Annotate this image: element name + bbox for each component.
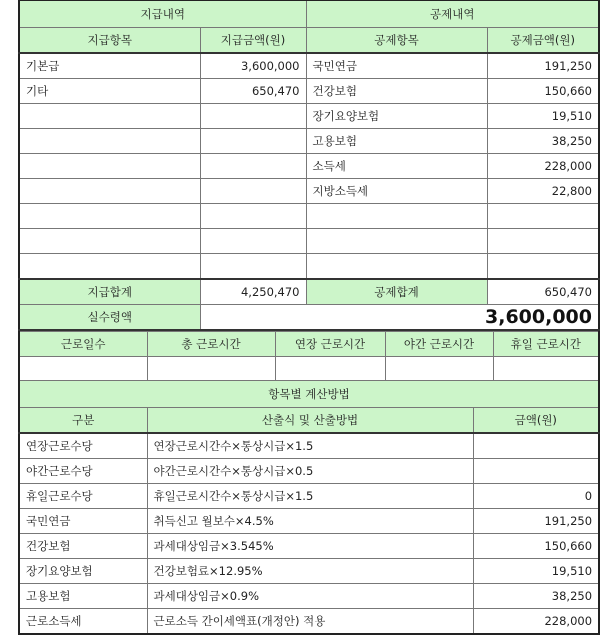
formula: 야간근로시간수×통상시급×0.5 xyxy=(147,459,473,484)
totals-row xyxy=(19,279,599,305)
empty-cell xyxy=(306,253,487,279)
formula: 취득신고 월보수×4.5% xyxy=(147,509,473,534)
empty-cell xyxy=(19,203,200,228)
table-row xyxy=(19,534,599,559)
deduction-amount: 150,660 xyxy=(487,78,599,103)
amount: 0 xyxy=(473,484,599,509)
empty-cell xyxy=(487,228,599,253)
formula-header: 산출식 및 산출방법 xyxy=(147,408,473,434)
deduction-amount: 19,510 xyxy=(487,103,599,128)
formula: 과세대상임금×0.9% xyxy=(147,584,473,609)
deduction-total-label: 공제합계 xyxy=(306,279,487,305)
table-row xyxy=(19,203,599,228)
table-row xyxy=(19,609,599,635)
payment-amount xyxy=(200,128,306,153)
payment-amount-header: 지급금액(원) xyxy=(200,27,306,53)
deduction-amount: 38,250 xyxy=(487,128,599,153)
empty-cell xyxy=(200,228,306,253)
payment-item: 기타 xyxy=(19,78,200,103)
amount: 150,660 xyxy=(473,534,599,559)
total-hours-value xyxy=(147,357,275,383)
deduction-item: 국민연금 xyxy=(306,53,487,79)
empty-cell xyxy=(487,203,599,228)
amount xyxy=(473,459,599,484)
overtime-hours-value xyxy=(275,357,385,383)
payment-item xyxy=(19,153,200,178)
net-pay-row xyxy=(19,304,599,330)
payslip-table xyxy=(18,0,600,331)
formula: 과세대상임금×3.545% xyxy=(147,534,473,559)
empty-cell xyxy=(200,253,306,279)
empty-cell xyxy=(487,253,599,279)
empty-cell xyxy=(200,203,306,228)
category: 국민연금 xyxy=(19,509,147,534)
deduction-amount: 22,800 xyxy=(487,178,599,203)
deduction-amount-header: 공제금액(원) xyxy=(487,27,599,53)
night-hours-header: 야간 근로시간 xyxy=(385,332,493,357)
table-row xyxy=(19,253,599,279)
payment-amount xyxy=(200,178,306,203)
calculation-title: 항목별 계산방법 xyxy=(19,381,599,408)
formula: 근로소득 간이세액표(개정안) 적용 xyxy=(147,609,473,635)
table-row xyxy=(19,228,599,253)
category: 고용보험 xyxy=(19,584,147,609)
category-header: 구분 xyxy=(19,408,147,434)
net-pay-label: 실수령액 xyxy=(19,304,200,330)
deduction-item-header: 공제항목 xyxy=(306,27,487,53)
payment-item: 기본급 xyxy=(19,53,200,79)
deduction-section-title: 공제내역 xyxy=(306,0,599,27)
payment-amount: 650,470 xyxy=(200,78,306,103)
amount: 38,250 xyxy=(473,584,599,609)
table-row xyxy=(19,584,599,609)
table-row xyxy=(19,153,599,178)
payment-item-header: 지급항목 xyxy=(19,27,200,53)
empty-cell xyxy=(19,228,200,253)
total-hours-header: 총 근로시간 xyxy=(147,332,275,357)
payment-amount: 3,600,000 xyxy=(200,53,306,79)
formula: 연장근로시간수×통상시급×1.5 xyxy=(147,433,473,459)
formula: 휴일근로시간수×통상시급×1.5 xyxy=(147,484,473,509)
net-pay-value: 3,600,000 xyxy=(200,304,599,330)
payment-section-title: 지급내역 xyxy=(19,0,306,27)
night-hours-value xyxy=(385,357,493,383)
category: 야간근로수당 xyxy=(19,459,147,484)
payment-item xyxy=(19,178,200,203)
category: 휴일근로수당 xyxy=(19,484,147,509)
holiday-hours-header: 휴일 근로시간 xyxy=(493,332,599,357)
table-row xyxy=(19,459,599,484)
deduction-item: 지방소득세 xyxy=(306,178,487,203)
payment-item xyxy=(19,128,200,153)
payment-amount xyxy=(200,153,306,178)
table-row xyxy=(19,509,599,534)
deduction-amount: 228,000 xyxy=(487,153,599,178)
payment-total-label: 지급합계 xyxy=(19,279,200,305)
overtime-hours-header: 연장 근로시간 xyxy=(275,332,385,357)
table-row xyxy=(19,103,599,128)
table-row xyxy=(19,178,599,203)
table-row xyxy=(19,433,599,459)
table-row xyxy=(19,559,599,584)
table-row xyxy=(19,484,599,509)
amount: 191,250 xyxy=(473,509,599,534)
table-row xyxy=(19,53,599,79)
table-row xyxy=(19,78,599,103)
payment-amount xyxy=(200,103,306,128)
holiday-hours-value xyxy=(493,357,599,383)
work-hours-table xyxy=(18,331,600,383)
deduction-total-value: 650,470 xyxy=(487,279,599,305)
table-row xyxy=(19,128,599,153)
payment-total-value: 4,250,470 xyxy=(200,279,306,305)
empty-cell xyxy=(306,228,487,253)
amount: 19,510 xyxy=(473,559,599,584)
category: 장기요양보험 xyxy=(19,559,147,584)
deduction-item: 고용보험 xyxy=(306,128,487,153)
work-days-header: 근로일수 xyxy=(19,332,147,357)
deduction-item: 건강보험 xyxy=(306,78,487,103)
work-days-value xyxy=(19,357,147,383)
deduction-amount: 191,250 xyxy=(487,53,599,79)
payment-item xyxy=(19,103,200,128)
formula: 건강보험료×12.95% xyxy=(147,559,473,584)
empty-cell xyxy=(306,203,487,228)
amount-header: 금액(원) xyxy=(473,408,599,434)
empty-cell xyxy=(19,253,200,279)
category: 연장근로수당 xyxy=(19,433,147,459)
calculation-table xyxy=(18,380,600,635)
deduction-item: 소득세 xyxy=(306,153,487,178)
category: 근로소득세 xyxy=(19,609,147,635)
amount xyxy=(473,433,599,459)
deduction-item: 장기요양보험 xyxy=(306,103,487,128)
category: 건강보험 xyxy=(19,534,147,559)
amount: 228,000 xyxy=(473,609,599,635)
